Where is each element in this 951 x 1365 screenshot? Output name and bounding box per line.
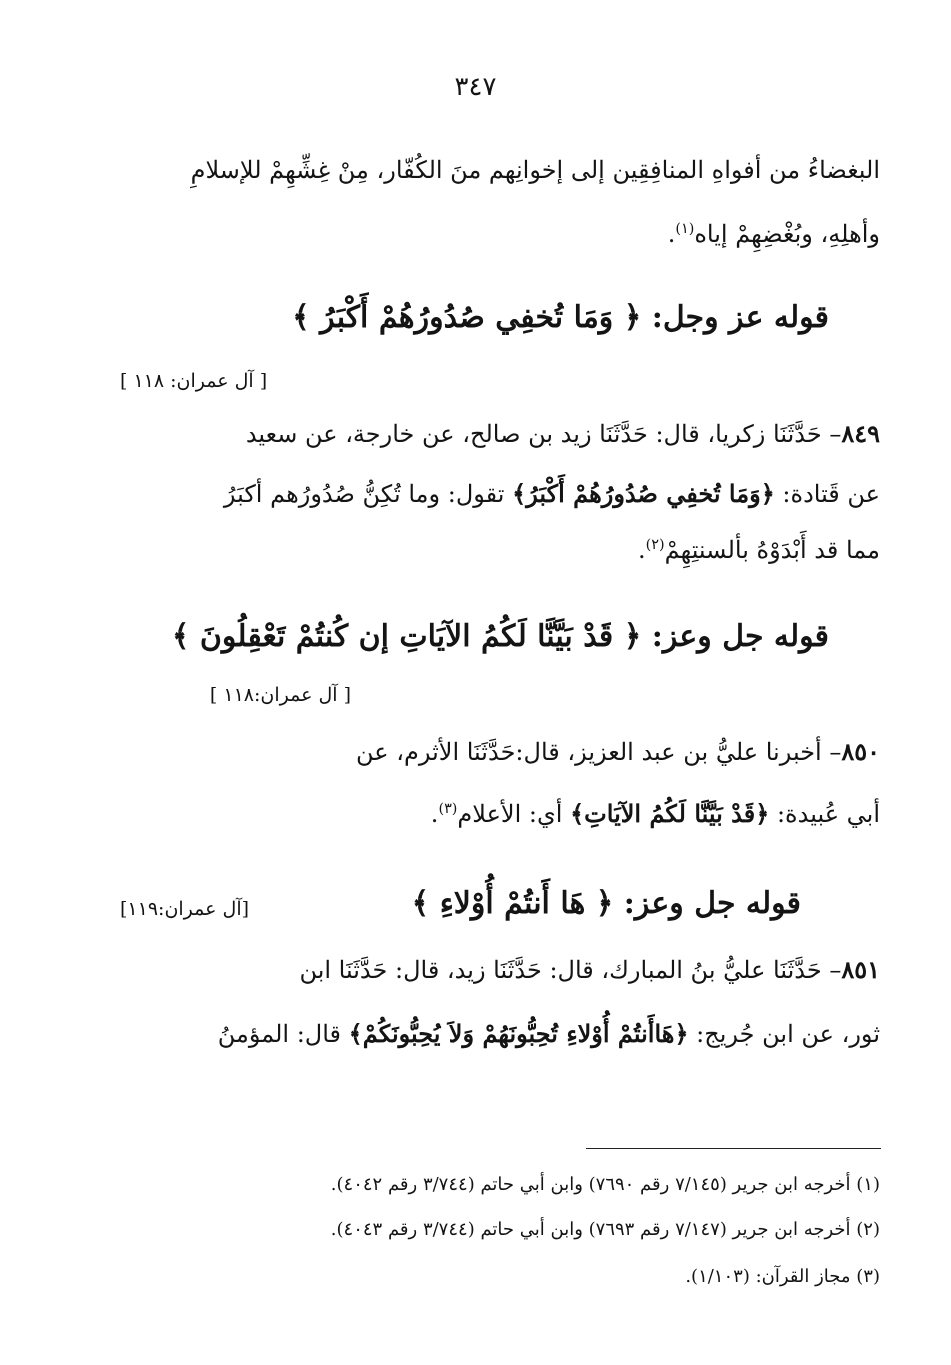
section3-line-2 <box>120 1014 880 1054</box>
section3-heading-prefix: قوله جل وعز: <box>623 886 801 921</box>
page-number: ٣٤٧ <box>454 72 497 102</box>
footnote-3: (٣) مجاز القرآن: (١/١٠٣). <box>685 1266 880 1287</box>
section1-line-3 <box>120 530 880 570</box>
section1-quoted-verse: ﴿وَمَا تُخفِي صُدُورُهُمْ أَكْبَرُ﴾ <box>512 479 775 508</box>
section3-line-2-b: قال: المؤمنُ <box>217 1020 342 1048</box>
section2-heading-prefix: قوله جل وعز: <box>651 619 829 654</box>
section1-ref: [ آل عمران: ١١٨ ] <box>120 370 268 392</box>
section2-heading-verse: ﴿ قَدْ بَيَّنَّا لَكُمُ الآيَاتِ إن كُنتُمْ تَعْقِلُونَ ﴾ <box>171 619 642 654</box>
section2-quoted-verse: ﴿قَدْ بَيَّنَّا لَكُمُ الآيَاتِ﴾ <box>570 799 770 828</box>
section1-line-3-text: مما قد أَبْدَوْهُ بألسنتِهِمْ <box>664 536 880 564</box>
footnote-marker-2: (٢) <box>645 537 665 553</box>
intro-line-2-text: وأهلِهِ، وبُغْضِهِمْ إياه <box>694 220 880 248</box>
entry-number-850: ٨٥٠ <box>841 737 880 766</box>
section2-line-2-b: أي: الأعلام <box>457 800 563 828</box>
entry-number-849: ٨٤٩ <box>841 419 880 448</box>
section2-line-2-a: أبي عُبيدة: <box>776 800 880 828</box>
footnote-marker-3: (٣) <box>438 801 458 817</box>
intro-line-2 <box>120 214 880 254</box>
section3-line-1-text: – حَدَّثَنَا عليُّ بنُ المبارك، قال: حَدَّثَنَا زيد، قال: حَدَّثَنَا ابن <box>299 956 842 984</box>
section1-line-2-a: عن قَتادة: <box>782 480 880 508</box>
intro-line-2-end: . <box>667 220 676 248</box>
footnote-separator <box>586 1148 881 1149</box>
section1-heading-verse: ﴿ وَمَا تُخفِي صُدُورُهُمْ أَكْبَرُ ﴾ <box>292 300 642 335</box>
section1-heading-prefix: قوله عز وجل: <box>651 300 829 335</box>
section2-line-2-end: . <box>430 800 439 828</box>
intro-line-1: البغضاءُ من أفواهِ المنافِقِين إلى إخوانِهم منَ الكُفّار، مِنْ غِشِّهِمْ للإسلامِ <box>190 156 880 184</box>
footnote-2: (٢) أخرجه ابن جرير (٧/١٤٧ رقم ٧٦٩٣) وابن أبي حاتم (٣/٧٤٤ رقم ٤٠٤٣). <box>330 1219 880 1240</box>
entry-number-851: ٨٥١ <box>841 955 880 984</box>
section3-line-1 <box>120 950 880 990</box>
section2-heading <box>172 612 829 662</box>
section3-heading-verse: ﴿ هَا أَنتُمْ أُوْلاءِ ﴾ <box>411 886 614 921</box>
section2-line-1-text: – أخبرنا عليُّ بن عبد العزيز، قال:حَدَّثَنَا الأثرم، عن <box>356 738 842 766</box>
section2-line-2 <box>120 794 880 834</box>
section3-ref: [آل عمران:١١٩] <box>120 898 250 920</box>
footnote-1: (١) أخرجه ابن جرير (٧/١٤٥ رقم ٧٦٩٠) وابن أبي حاتم (٣/٧٤٤ رقم ٤٠٤٢). <box>330 1174 880 1195</box>
section1-line-3-end: . <box>638 536 646 564</box>
section2-line-1 <box>120 732 880 772</box>
section3-heading <box>412 879 801 929</box>
section1-line-2-b: تقول: وما تُكِنُّ صُدُورُهم أكبَرُ <box>223 480 505 508</box>
section2-ref: [ آل عمران:١١٨ ] <box>209 684 351 706</box>
section1-line-1-text: – حَدَّثَنَا زكريا، قال: حَدَّثَنَا زيد بن صالح، عن خارجة، عن سعيد <box>245 420 842 448</box>
footnote-marker-1: (١) <box>675 221 695 237</box>
section1-line-1 <box>120 414 880 454</box>
section3-line-2-a: ثور، عن ابن جُريج: <box>696 1020 880 1048</box>
section1-line-2 <box>120 474 880 514</box>
section1-heading <box>292 293 829 343</box>
section3-quoted-verse: ﴿هَاأَنتُمْ أُوْلاءِ تُحِبُّونَهُمْ وَلاَ يُحِبُّونَكُمْ﴾ <box>348 1019 689 1048</box>
